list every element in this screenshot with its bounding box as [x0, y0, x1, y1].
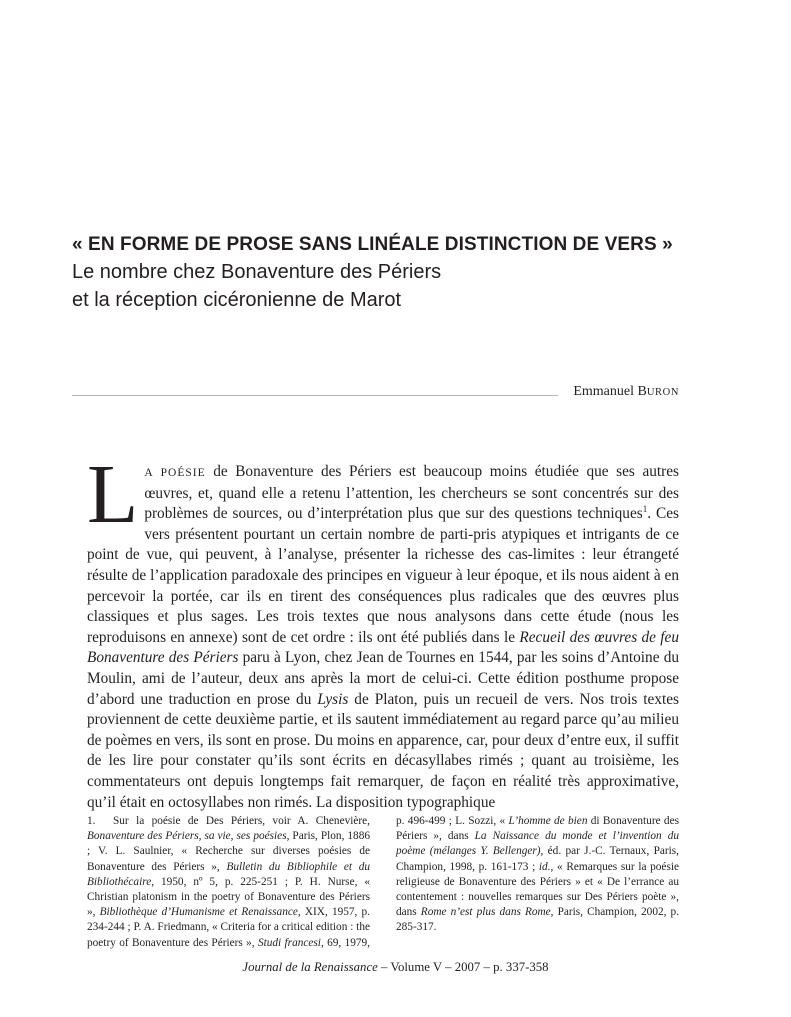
body-italic-lysis: Lysis: [317, 690, 349, 708]
footnotes: [87, 814, 679, 951]
fn-text-4: , XIX, 1957, p. 234-244 ; P. A. Friedmann, « Criteria for a critical edition : the poetry of Bonaventure des Périers »,: [87, 906, 370, 949]
fn-italic-7: id.: [538, 860, 551, 873]
author-last-rest: URON: [646, 387, 679, 398]
article-title-block: [72, 232, 712, 314]
subtitle-line-2: et la réception cicéronienne de Marot: [72, 289, 402, 311]
author-last-initial: B: [637, 384, 647, 399]
page-footer: [0, 960, 791, 975]
article-title: « EN FORME DE PROSE SANS LINÉALE DISTINCTION DE VERS »: [72, 234, 673, 255]
fn-text-5: , 69, 1979, p. 496-499 ; L. Sozzi, «: [320, 815, 509, 949]
footnote-reference[interactable]: 1: [642, 504, 648, 515]
fn-italic-1: Bonaventure des Périers, sa vie, ses poésies: [87, 830, 287, 843]
body-segment-4: de Platon, puis un recueil de vers. Nos trois textes proviennent de cette deuxième partie, et ils sautent immédiatement au regard parce qu’au milieu de poèmes en vers, ils sont en prose. Du moins en apparence, car, pour deux d’entre eux, il suffit de les lire pour constater qu’ils sont écrits en décasyllabes rimés ; quant au troisième, les commentateurs ont depuis longtemps fait remarquer, de façon en réalité très approximative, qu’il était en octosyllabes non rimés. La disposition typographique: [87, 690, 679, 811]
fn-text-9: , Paris, Champion, 2002, p. 285-317.: [396, 906, 679, 934]
footer-citation: – Volume V – 2007 – p. 337-358: [377, 960, 549, 974]
drop-cap: L: [87, 448, 139, 541]
body-italic-recueil: Recueil des œuvres de feu Bonaventure des Périers: [87, 628, 680, 667]
body-segment-3: paru à Lyon, chez Jean de Tournes en 1544, par les soins d’Antoine du Moulin, ami de l’auteur, deux ans après la mort de celui-ci. Cette édition posthume propose d’abord une traduction en prose du: [87, 649, 679, 708]
body-segment-2: . Ces vers présentent pourtant un certain nombre de parti-pris atypiques et intrigants de ce point de vue, qui peuvent, à l’analyse, présenter la richesse des cas-limites : leur étrangeté résulte de l’application paradoxale des principes en vigueur à leur époque, et ils nous aident à en percevoir la portée, car ils en tirent des conséquences plus radicales que des œuvres plus classiques et plus sages. Les trois textes que nous analysons dans cette étude (nous les reproduisons en annexe) sont de cet ordre : ils ont été publiés dans le: [87, 505, 679, 646]
subtitle-line-1: Le nombre chez Bonaventure des Périers: [72, 261, 442, 283]
fn-italic-2: Bulletin du Bibliophile et du Bibliothécaire: [87, 860, 370, 888]
author-first-name: Emmanuel: [573, 384, 638, 399]
fn-text-2: , Paris, Plon, 1886 ; V. L. Saulnier, « Recherche sur diverses poésies de Bonaventure des Périers »,: [87, 830, 370, 873]
fn-text-3: , 1950, nº 5, p. 225-251 ; P. H. Nurse, « Christian platonism in the poetry of Bonaventure des Périers »,: [87, 875, 370, 919]
body-paragraph: [87, 448, 680, 813]
author-row: [72, 384, 679, 406]
body-segment-1: de Bonaventure des Périers est beaucoup moins étudiée que ses autres œuvres, et, quand elle a retenu l’attention, les chercheurs se sont concentrés sur des problèmes de sources, ou d’interprétation plus que sur des questions techniques: [144, 463, 679, 523]
fn-text-1: Sur la poésie de Des Périers, voir A. Chenevière,: [113, 815, 370, 827]
fn-text-6: di Bonaventure des Périers », dans: [396, 815, 679, 843]
author-name: [573, 384, 679, 400]
fn-text-8: , « Remarques sur la poésie religieuse de Bonaventure des Périers » et « De l’errance au contentement : nouvelles remarques sur Des Périers poète », dans: [396, 860, 679, 919]
fn-italic-3: Bibliothèque d’Humanisme et Renaissance: [99, 906, 298, 919]
footnote-number: 1.: [87, 815, 96, 827]
lead-in-small-caps: A POÉSIE: [144, 467, 206, 479]
journal-name: Journal de la Renaissance: [242, 960, 378, 974]
fn-italic-6: La Naissance du monde et l’invention du poème (mélanges Y. Bellenger): [396, 830, 679, 858]
fn-text-7: , éd. par J.-C. Ternaux, Paris, Champion, 1998, p. 161-173 ;: [396, 845, 679, 873]
fn-italic-8: Rome n’est plus dans Rome: [420, 906, 551, 919]
author-divider: [72, 395, 558, 396]
article-subtitle: [72, 258, 712, 314]
fn-italic-4: Studi francesi: [257, 936, 321, 949]
fn-italic-5: L’homme de bien: [508, 815, 588, 827]
